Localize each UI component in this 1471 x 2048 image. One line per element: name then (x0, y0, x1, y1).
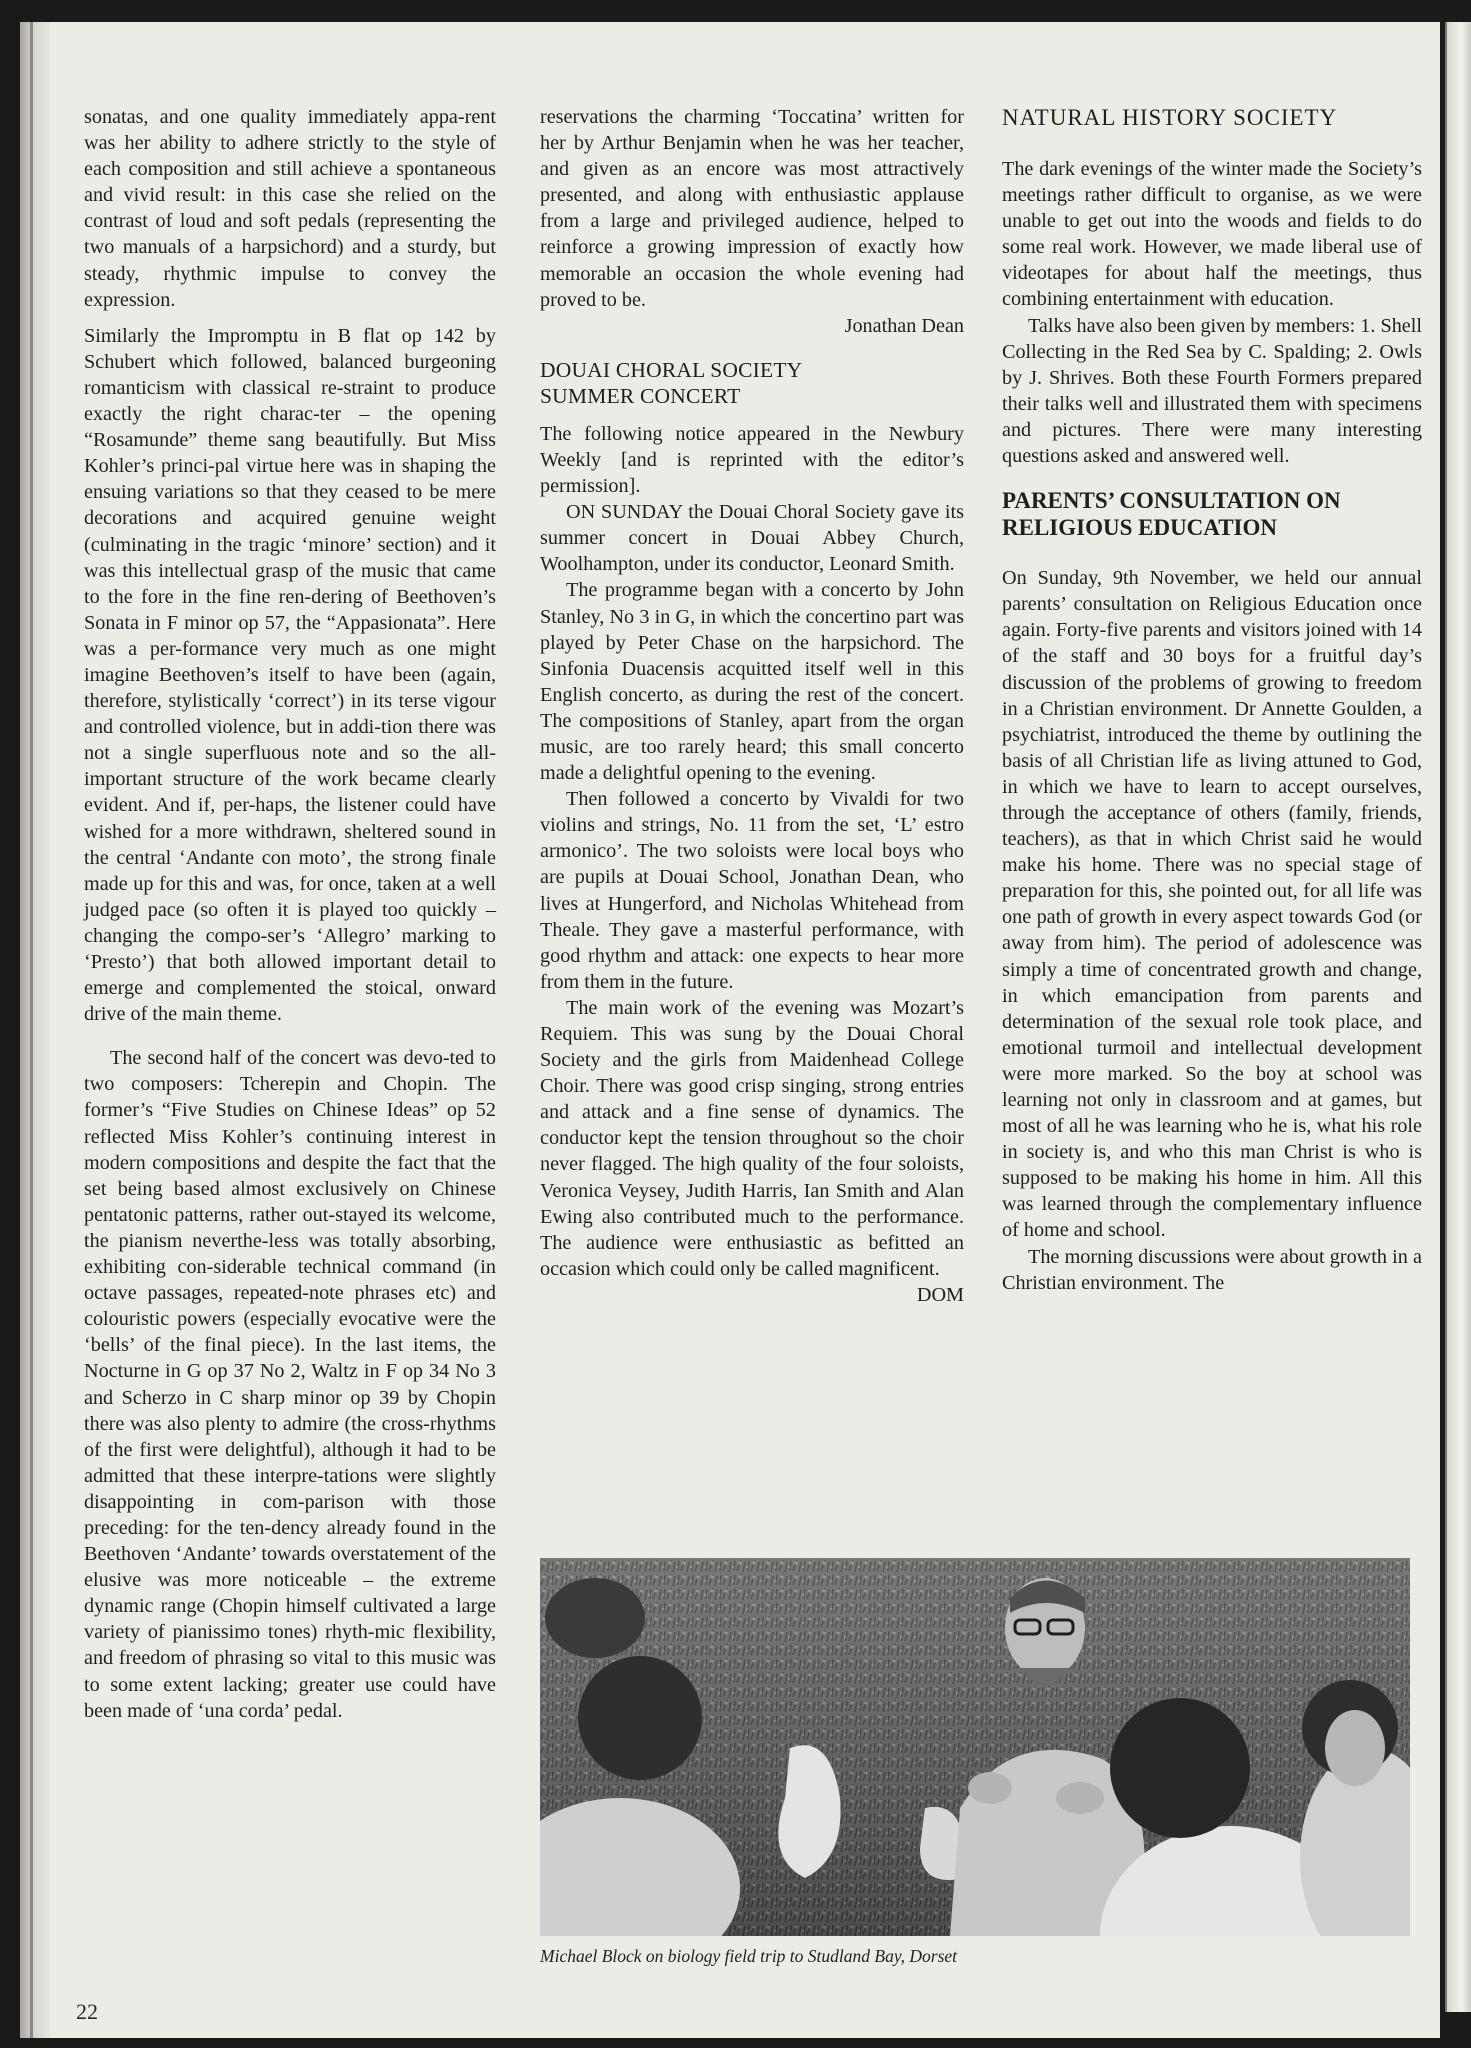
consultation-paragraph: The morning discussions were about growth in a Christian environment. The (1002, 1245, 1422, 1294)
col1-paragraph-1: sonatas, and one quality immediately appa-rent was her ability to adhere strictly to the style of each composition and still achieve a spontaneous and vivid result: in this case she relied on the contrast of loud and soft pedals (representing the two manuals of a harpsichord) and a sturdy, but steady, rhythmic impulse to convey the expression. (84, 106, 496, 311)
field-trip-photo-graphic (540, 1558, 1410, 1936)
nhs-paragraph: The dark evenings of the winter made the Society’s meetings rather difficult to organise, as we were unable to get out into the woods and fields to do some real work. However, we made liberal use of videotapes for about half the meetings, thus combining entertainment with education. (1002, 158, 1422, 311)
column-1 (84, 104, 496, 1724)
choral-paragraph: ON SUNDAY the Douai Choral Society gave its summer concert in Douai Abbey Church, Woolhampton, under its conductor, Leonard Smith. (540, 501, 964, 576)
choral-paragraph: The following notice appeared in the Newbury Weekly [and is reprinted with the editor’s permission]. (540, 422, 964, 498)
field-trip-photo (540, 1558, 1410, 1936)
choral-society-heading: DOUAI CHORAL SOCIETY SUMMER CONCERT (540, 357, 803, 408)
col2-continuation: reservations the charming ‘Toccatina’ written for her by Arthur Benjamin when he was her teacher, and given as an encore was most attractively presented, and along with enthusiastic applause from a large and privileged audience, helped to reinforce a growing impression of exactly how memorable an occasion the whole evening had proved to be. (540, 106, 964, 311)
consultation-paragraph: On Sunday, 9th November, we held our annual parents’ consultation on Religious Education once again. Forty-five parents and visitors joined with 14 of the staff and 30 boys for a fruitful day’s discussion of the problems of growing to freedom in a Christian environment. Dr Annette Goulden, a psychiatrist, introduced the theme by outlining the basis of all Christian life as living attuned to God, in which we have to learn to accept ourselves, through the acceptance of others (family, friends, teachers), as that in which Christ said he would make his home. There was no special stage of preparation for this, she pointed out, for all life was one path of growth in every aspect towards God (or away from him). The period of adolescence was simply a time of concentrated growth and change, in which emancipation from parents and determination of the sexual role took place, and emotional turmoil and intellectual development were more marked. So the boy at school was learning not only in classroom and at games, but most of all he was learning who he is, what his role in society is, and who this man Christ is who is supposed to be making his home in him. All this was learned through the complementary influence of home and school. (1002, 567, 1422, 1242)
column-2 (540, 104, 964, 1308)
signature-jonathan-dean: Jonathan Dean (844, 314, 964, 337)
choral-paragraph: Then followed a concerto by Vivaldi for two violins and strings, No. 11 from the set, ‘L’ estro armonico’. The two soloists were local boys who are pupils at Douai School, Jonathan Dean, who lives at Hungerford, and Nicholas Whitehead from Theale. They gave a masterful performance, with good rhythm and attack: one expects to hear more from them in the future. (540, 788, 964, 993)
page-number: 22 (76, 1999, 98, 2024)
column-3 (1002, 104, 1422, 1296)
parents-consultation-heading: PARENTS’ CONSULTATION ON RELIGIOUS EDUCATION (1002, 488, 1341, 541)
signature-dom: DOM (916, 1283, 964, 1306)
col1-paragraph-3: The second half of the concert was devo-ted to two composers: Tcherepin and Chopin. The former’s “Five Studies on Chinese Ideas” op 52 reflected Miss Kohler’s continuing interest in modern compositions and despite the fact that the set being based almost exclusively on Chinese pentatonic patterns, rather out-stayed its welcome, the pianism neverthe-less was totally absorbing, exhibiting con-siderable technical command (in octave passages, repeated-note phrases etc) and colouristic powers (especially evocative were the ‘bells’ of the final piece). In the last items, the Nocturne in G op 37 No 2, Waltz in F op 34 No 3 and Scherzo in C sharp minor op 39 by Chopin there was also plenty to admire (the cross-rhythms of the first were delightful), although it had to be admitted that these interpre-tations were slightly disappointing in com-parison with those preceding: for the ten-dency already found in the Beethoven ‘Andante’ towards overstatement of the elusive was more noticeable – the extreme dynamic range (Chopin himself cultivated a large variety of pianissimo tones) rhyth-mic flexibility, and freedom of phrasing so vital to this music was to some extent lacking; greater use could have been made of ‘una corda’ pedal. (84, 1047, 496, 1722)
choral-paragraph: The main work of the evening was Mozart’s Requiem. This was sung by the Douai Choral Society and the girls from Maidenhead College Choir. There was good crisp singing, strong entries and attack and a fine sense of dynamics. The conductor kept the tension throughout so the choir never flagged. The high quality of the four soloists, Veronica Veysey, Judith Harris, Ian Smith and Alan Ewing also contributed much to the performance. The audience were enthusiastic as befitted an occasion which could only be called magnificent. (540, 996, 964, 1280)
nhs-paragraph: Talks have also been given by members: 1. Shell Collecting in the Red Sea by C. Spalding; 2. Owls by J. Shrives. Both these Fourth Formers prepared their talks well and illustrated them with specimens and pictures. There were many interesting questions asked and answered well. (1002, 314, 1422, 468)
choral-paragraph: The programme began with a concerto by John Stanley, No 3 in G, in which the concertino part was played by Peter Chase on the harpsichord. The Sinfonia Duacensis acquitted itself well in this English concerto, as during the rest of the concert. The compositions of Stanley, apart from the organ music, are too rarely heard; this small concerto made a delightful opening to the evening. (540, 579, 964, 785)
page-right-edge (1445, 22, 1471, 2012)
page-binding (20, 22, 50, 2038)
photo-caption: Michael Block on biology field trip to Studland Bay, Dorset (540, 1946, 958, 1966)
natural-history-heading: NATURAL HISTORY SOCIETY (1002, 105, 1338, 130)
page (20, 22, 1440, 2038)
col1-paragraph-2: Similarly the Impromptu in B flat op 142 by Schubert which followed, balanced burgeoning romanticism with classical re-straint to produce exactly the right charac-ter – the opening “Rosamunde” theme sang beautifully. But Miss Kohler’s princi-pal virtue here was in shaping the ensuing variations so that they ceased to be mere decorations and acquired genuine weight (culminating in the tragic ‘minore’ section) and it was this intellectual grasp of the music that came to the fore in the fine ren-dering of Beethoven’s Sonata in F minor op 57, the “Appasionata”. Here was a per-formance very much as one might imagine Beethoven’s itself to have been (again, therefore, stylistically ‘correct’) in its terse vigour and controlled violence, but in addi-tion there was not a single superfluous note and so the all-important structure of the work became clearly evident. And if, per-haps, the listener could have wished for a more withdrawn, sheltered sound in the central ‘Andante con moto’, the strong finale made up for this and was, for once, taken at a well judged pace (so often it is played too quickly – changing the compo-ser’s ‘Allegro’ marking to ‘Presto’) that both allowed important detail to emerge and complemented the stoical, onward drive of the main theme. (84, 324, 496, 1026)
